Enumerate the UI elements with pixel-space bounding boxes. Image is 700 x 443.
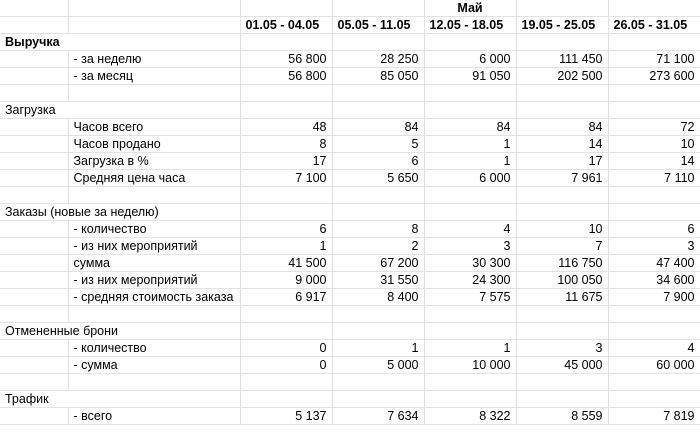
empty-cell[interactable] xyxy=(424,306,516,323)
empty-cell[interactable] xyxy=(0,51,68,68)
value-cell[interactable]: 2 xyxy=(332,238,424,255)
value-cell[interactable]: 48 xyxy=(240,119,332,136)
empty-cell[interactable] xyxy=(424,34,516,51)
row-label[interactable]: Средняя цена часа xyxy=(68,170,240,187)
empty-cell[interactable] xyxy=(332,374,424,391)
empty-cell[interactable] xyxy=(0,238,68,255)
empty-cell[interactable] xyxy=(332,34,424,51)
period-header[interactable]: 05.05 - 11.05 xyxy=(332,17,424,34)
empty-cell[interactable] xyxy=(516,85,608,102)
value-cell[interactable]: 7 900 xyxy=(608,289,700,306)
row-label[interactable]: - из них мероприятий xyxy=(68,238,240,255)
empty-cell[interactable] xyxy=(608,306,700,323)
empty-cell[interactable] xyxy=(0,221,68,238)
empty-cell[interactable] xyxy=(68,0,240,17)
period-header-row xyxy=(0,17,700,34)
empty-cell[interactable] xyxy=(424,85,516,102)
empty-cell[interactable] xyxy=(516,0,608,17)
empty-cell[interactable] xyxy=(424,374,516,391)
empty-cell[interactable] xyxy=(516,323,608,340)
section-title-row xyxy=(0,323,700,340)
period-header[interactable]: 01.05 - 04.05 xyxy=(240,17,332,34)
table-row xyxy=(0,153,700,170)
value-cell[interactable]: 14 xyxy=(608,153,700,170)
empty-cell[interactable] xyxy=(608,85,700,102)
empty-cell[interactable] xyxy=(240,0,332,17)
empty-cell[interactable] xyxy=(0,255,68,272)
value-cell[interactable]: 7 100 xyxy=(240,170,332,187)
table-row xyxy=(0,51,700,68)
row-label[interactable]: - из них мероприятий xyxy=(68,272,240,289)
empty-cell[interactable] xyxy=(68,187,240,204)
value-cell[interactable]: 9 000 xyxy=(240,272,332,289)
table-row xyxy=(0,272,700,289)
value-cell[interactable]: 11 675 xyxy=(516,289,608,306)
section-title-row xyxy=(0,102,700,119)
value-cell[interactable]: 45 000 xyxy=(516,357,608,374)
table-row xyxy=(0,340,700,357)
month-header-row xyxy=(0,0,700,17)
empty-cell[interactable] xyxy=(608,391,700,408)
value-cell[interactable]: 28 250 xyxy=(332,51,424,68)
row-label[interactable]: - сумма xyxy=(68,357,240,374)
value-cell[interactable]: 8 322 xyxy=(424,408,516,425)
table-row xyxy=(0,136,700,153)
empty-cell[interactable] xyxy=(240,34,332,51)
empty-cell[interactable] xyxy=(516,306,608,323)
value-cell[interactable]: 116 750 xyxy=(516,255,608,272)
empty-cell[interactable] xyxy=(608,0,700,17)
value-cell[interactable]: 6 917 xyxy=(240,289,332,306)
empty-cell[interactable] xyxy=(0,68,68,85)
empty-cell[interactable] xyxy=(0,408,68,425)
section-title[interactable]: Загрузка xyxy=(0,102,240,119)
table-row xyxy=(0,119,700,136)
value-cell[interactable]: 0 xyxy=(240,340,332,357)
empty-cell[interactable] xyxy=(0,187,68,204)
empty-cell[interactable] xyxy=(68,306,240,323)
value-cell[interactable]: 84 xyxy=(516,119,608,136)
empty-cell[interactable] xyxy=(0,119,68,136)
row-label[interactable]: Загрузка в % xyxy=(68,153,240,170)
value-cell[interactable]: 1 xyxy=(240,238,332,255)
value-cell[interactable]: 7 575 xyxy=(424,289,516,306)
empty-cell[interactable] xyxy=(424,187,516,204)
empty-cell[interactable] xyxy=(0,136,68,153)
table-row xyxy=(0,289,700,306)
value-cell[interactable]: 111 450 xyxy=(516,51,608,68)
empty-cell[interactable] xyxy=(68,85,240,102)
value-cell[interactable]: 4 xyxy=(424,221,516,238)
empty-cell[interactable] xyxy=(424,391,516,408)
value-cell[interactable]: 8 400 xyxy=(332,289,424,306)
value-cell[interactable]: 8 xyxy=(240,136,332,153)
value-cell[interactable]: 10 xyxy=(516,221,608,238)
empty-cell[interactable] xyxy=(608,34,700,51)
value-cell[interactable]: 6 000 xyxy=(424,170,516,187)
value-cell[interactable]: 17 xyxy=(240,153,332,170)
empty-cell[interactable] xyxy=(240,306,332,323)
value-cell[interactable]: 24 300 xyxy=(424,272,516,289)
empty-cell[interactable] xyxy=(516,391,608,408)
section-title-row xyxy=(0,34,700,51)
spacer-row xyxy=(0,306,700,323)
row-label[interactable]: сумма xyxy=(68,255,240,272)
empty-cell[interactable] xyxy=(0,340,68,357)
section-title-row xyxy=(0,391,700,408)
empty-cell[interactable] xyxy=(68,17,240,34)
value-cell[interactable]: 56 800 xyxy=(240,68,332,85)
row-label[interactable]: - количество xyxy=(68,340,240,357)
row-label[interactable]: - всего xyxy=(68,408,240,425)
value-cell[interactable]: 5 000 xyxy=(332,357,424,374)
empty-cell[interactable] xyxy=(332,85,424,102)
value-cell[interactable]: 30 300 xyxy=(424,255,516,272)
empty-cell[interactable] xyxy=(332,391,424,408)
empty-cell[interactable] xyxy=(0,17,68,34)
section-title[interactable]: Заказы (новые за неделю) xyxy=(0,204,240,221)
value-cell[interactable]: 85 050 xyxy=(332,68,424,85)
empty-cell[interactable] xyxy=(424,102,516,119)
row-label[interactable]: - средняя стоимость заказа xyxy=(68,289,240,306)
value-cell[interactable]: 91 050 xyxy=(424,68,516,85)
empty-cell[interactable] xyxy=(332,204,424,221)
empty-cell[interactable] xyxy=(240,391,332,408)
empty-cell[interactable] xyxy=(608,323,700,340)
empty-cell[interactable] xyxy=(332,323,424,340)
table-row xyxy=(0,221,700,238)
empty-cell[interactable] xyxy=(424,204,516,221)
empty-cell[interactable] xyxy=(0,289,68,306)
empty-cell[interactable] xyxy=(608,187,700,204)
empty-cell[interactable] xyxy=(332,306,424,323)
empty-cell[interactable] xyxy=(516,204,608,221)
empty-cell[interactable] xyxy=(0,85,68,102)
row-label[interactable]: - за неделю xyxy=(68,51,240,68)
value-cell[interactable]: 100 050 xyxy=(516,272,608,289)
table-row xyxy=(0,170,700,187)
empty-cell[interactable] xyxy=(0,170,68,187)
period-header[interactable]: 12.05 - 18.05 xyxy=(424,17,516,34)
empty-cell[interactable] xyxy=(516,102,608,119)
value-cell[interactable]: 14 xyxy=(516,136,608,153)
empty-cell[interactable] xyxy=(0,374,68,391)
empty-cell[interactable] xyxy=(68,374,240,391)
value-cell[interactable]: 5 137 xyxy=(240,408,332,425)
section-title[interactable]: Трафик xyxy=(0,391,240,408)
empty-cell[interactable] xyxy=(332,0,424,17)
period-header[interactable]: 19.05 - 25.05 xyxy=(516,17,608,34)
row-label[interactable]: - количество xyxy=(68,221,240,238)
value-cell[interactable]: 60 000 xyxy=(608,357,700,374)
value-cell[interactable]: 7 110 xyxy=(608,170,700,187)
empty-cell[interactable] xyxy=(240,85,332,102)
empty-cell[interactable] xyxy=(332,187,424,204)
value-cell[interactable]: 6 xyxy=(608,221,700,238)
value-cell[interactable]: 31 550 xyxy=(332,272,424,289)
empty-cell[interactable] xyxy=(240,187,332,204)
value-cell[interactable]: 3 xyxy=(608,238,700,255)
value-cell[interactable]: 34 600 xyxy=(608,272,700,289)
empty-cell[interactable] xyxy=(332,102,424,119)
empty-cell[interactable] xyxy=(240,374,332,391)
value-cell[interactable]: 1 xyxy=(332,340,424,357)
value-cell[interactable]: 202 500 xyxy=(516,68,608,85)
empty-cell[interactable] xyxy=(0,0,68,17)
value-cell[interactable]: 1 xyxy=(424,136,516,153)
value-cell[interactable]: 7 819 xyxy=(608,408,700,425)
value-cell[interactable]: 10 xyxy=(608,136,700,153)
value-cell[interactable]: 5 xyxy=(332,136,424,153)
spacer-row xyxy=(0,374,700,391)
table-row xyxy=(0,255,700,272)
empty-cell[interactable] xyxy=(516,374,608,391)
table-row xyxy=(0,408,700,425)
value-cell[interactable]: 8 559 xyxy=(516,408,608,425)
row-label[interactable]: Часов продано xyxy=(68,136,240,153)
empty-cell[interactable] xyxy=(240,323,332,340)
section-title-row xyxy=(0,204,700,221)
value-cell[interactable]: 72 xyxy=(608,119,700,136)
value-cell[interactable]: 4 xyxy=(608,340,700,357)
value-cell[interactable]: 7 634 xyxy=(332,408,424,425)
value-cell[interactable]: 6 xyxy=(240,221,332,238)
value-cell[interactable]: 56 800 xyxy=(240,51,332,68)
empty-cell[interactable] xyxy=(0,153,68,170)
value-cell[interactable]: 1 xyxy=(424,153,516,170)
empty-cell[interactable] xyxy=(0,272,68,289)
value-cell[interactable]: 7 961 xyxy=(516,170,608,187)
spacer-row xyxy=(0,187,700,204)
empty-cell[interactable] xyxy=(608,204,700,221)
row-label[interactable]: Часов всего xyxy=(68,119,240,136)
empty-cell[interactable] xyxy=(424,323,516,340)
value-cell[interactable]: 84 xyxy=(424,119,516,136)
value-cell[interactable]: 84 xyxy=(332,119,424,136)
empty-cell[interactable] xyxy=(240,102,332,119)
value-cell[interactable]: 10 000 xyxy=(424,357,516,374)
empty-cell[interactable] xyxy=(516,187,608,204)
empty-cell[interactable] xyxy=(608,374,700,391)
value-cell[interactable]: 17 xyxy=(516,153,608,170)
table-row xyxy=(0,238,700,255)
table-row xyxy=(0,357,700,374)
value-cell[interactable]: 47 400 xyxy=(608,255,700,272)
section-title[interactable]: Отмененные брони xyxy=(0,323,240,340)
month-header[interactable]: Май xyxy=(424,0,516,17)
value-cell[interactable]: 3 xyxy=(516,340,608,357)
value-cell[interactable]: 1 xyxy=(424,340,516,357)
value-cell[interactable]: 8 xyxy=(332,221,424,238)
value-cell[interactable]: 41 500 xyxy=(240,255,332,272)
empty-cell[interactable] xyxy=(516,34,608,51)
value-cell[interactable]: 71 100 xyxy=(608,51,700,68)
empty-cell[interactable] xyxy=(0,357,68,374)
value-cell[interactable]: 7 xyxy=(516,238,608,255)
section-title[interactable]: Выручка xyxy=(0,34,240,51)
value-cell[interactable]: 273 600 xyxy=(608,68,700,85)
period-header[interactable]: 26.05 - 31.05 xyxy=(608,17,700,34)
empty-cell[interactable] xyxy=(240,204,332,221)
row-label[interactable]: - за месяц xyxy=(68,68,240,85)
value-cell[interactable]: 6 xyxy=(332,153,424,170)
empty-cell[interactable] xyxy=(0,306,68,323)
value-cell[interactable]: 67 200 xyxy=(332,255,424,272)
empty-cell[interactable] xyxy=(608,102,700,119)
value-cell[interactable]: 5 650 xyxy=(332,170,424,187)
value-cell[interactable]: 0 xyxy=(240,357,332,374)
value-cell[interactable]: 6 000 xyxy=(424,51,516,68)
table-row xyxy=(0,68,700,85)
value-cell[interactable]: 3 xyxy=(424,238,516,255)
spacer-row xyxy=(0,85,700,102)
